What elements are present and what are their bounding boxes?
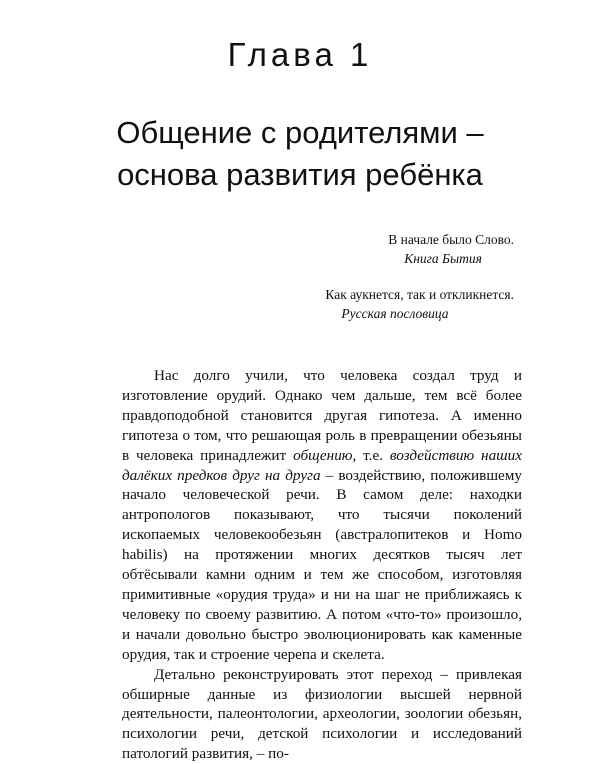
paragraph-text: – воздействию, положившему начало человеческой речи. В самом деле: находки антропологов показывают, что тысячи поколений ископаемых человекообезьян (австралопитеков и Homo habilis) на протяжении многих десятков тысяч лет обтёсывали камни одним и тем же способом, изготовляя примитивные «орудия труда» и ни на шаг не приближаясь к человеку по своему развитию. А потом «что-то» произошло, и начали довольно быстро эволюционировать как каменные орудия, так и строение черепа и скелета. xyxy=(122,466,522,663)
chapter-title-line-2: основа развития ребёнка xyxy=(117,157,483,192)
chapter-number: Глава 1 xyxy=(227,36,373,73)
emphasis-text: воздействию наших далёких предков друг на друга xyxy=(122,446,522,484)
chapter-title-line-1: Общение с родителями – xyxy=(116,115,484,150)
chapter-title xyxy=(0,112,600,196)
paragraph-2 xyxy=(122,665,522,764)
epigraph xyxy=(388,230,514,268)
epigraph-source: Книга Бытия xyxy=(404,251,482,266)
paragraph-text: Нас долго учили, что человека создал труд и изготовление орудий. Однако чем дальше, тем всё более правдоподобной становится другая гипотеза. А именно гипотеза о том, что решающая роль в превращении обезьяны в человека принадлежит xyxy=(122,367,522,464)
epigraph-quote: Как аукнется, так и откликнется. xyxy=(325,287,514,302)
paragraph-text: Детально реконструировать этот переход – привлекая обширные данные из физиологии высшей нервной деятельности, палеонтологии, археологии, зоологии обезьян, психологии речи, детской психологии и исследований патологий развития, – по- xyxy=(122,665,522,763)
epigraph xyxy=(325,285,514,323)
epigraph-quote: В начале было Слово. xyxy=(388,232,514,247)
epigraph-source: Русская пословица xyxy=(341,306,449,321)
paragraph-1 xyxy=(122,366,522,665)
emphasis-text: общению, xyxy=(293,446,357,464)
body-text xyxy=(122,366,522,764)
paragraph-text: т.е. xyxy=(356,446,390,464)
